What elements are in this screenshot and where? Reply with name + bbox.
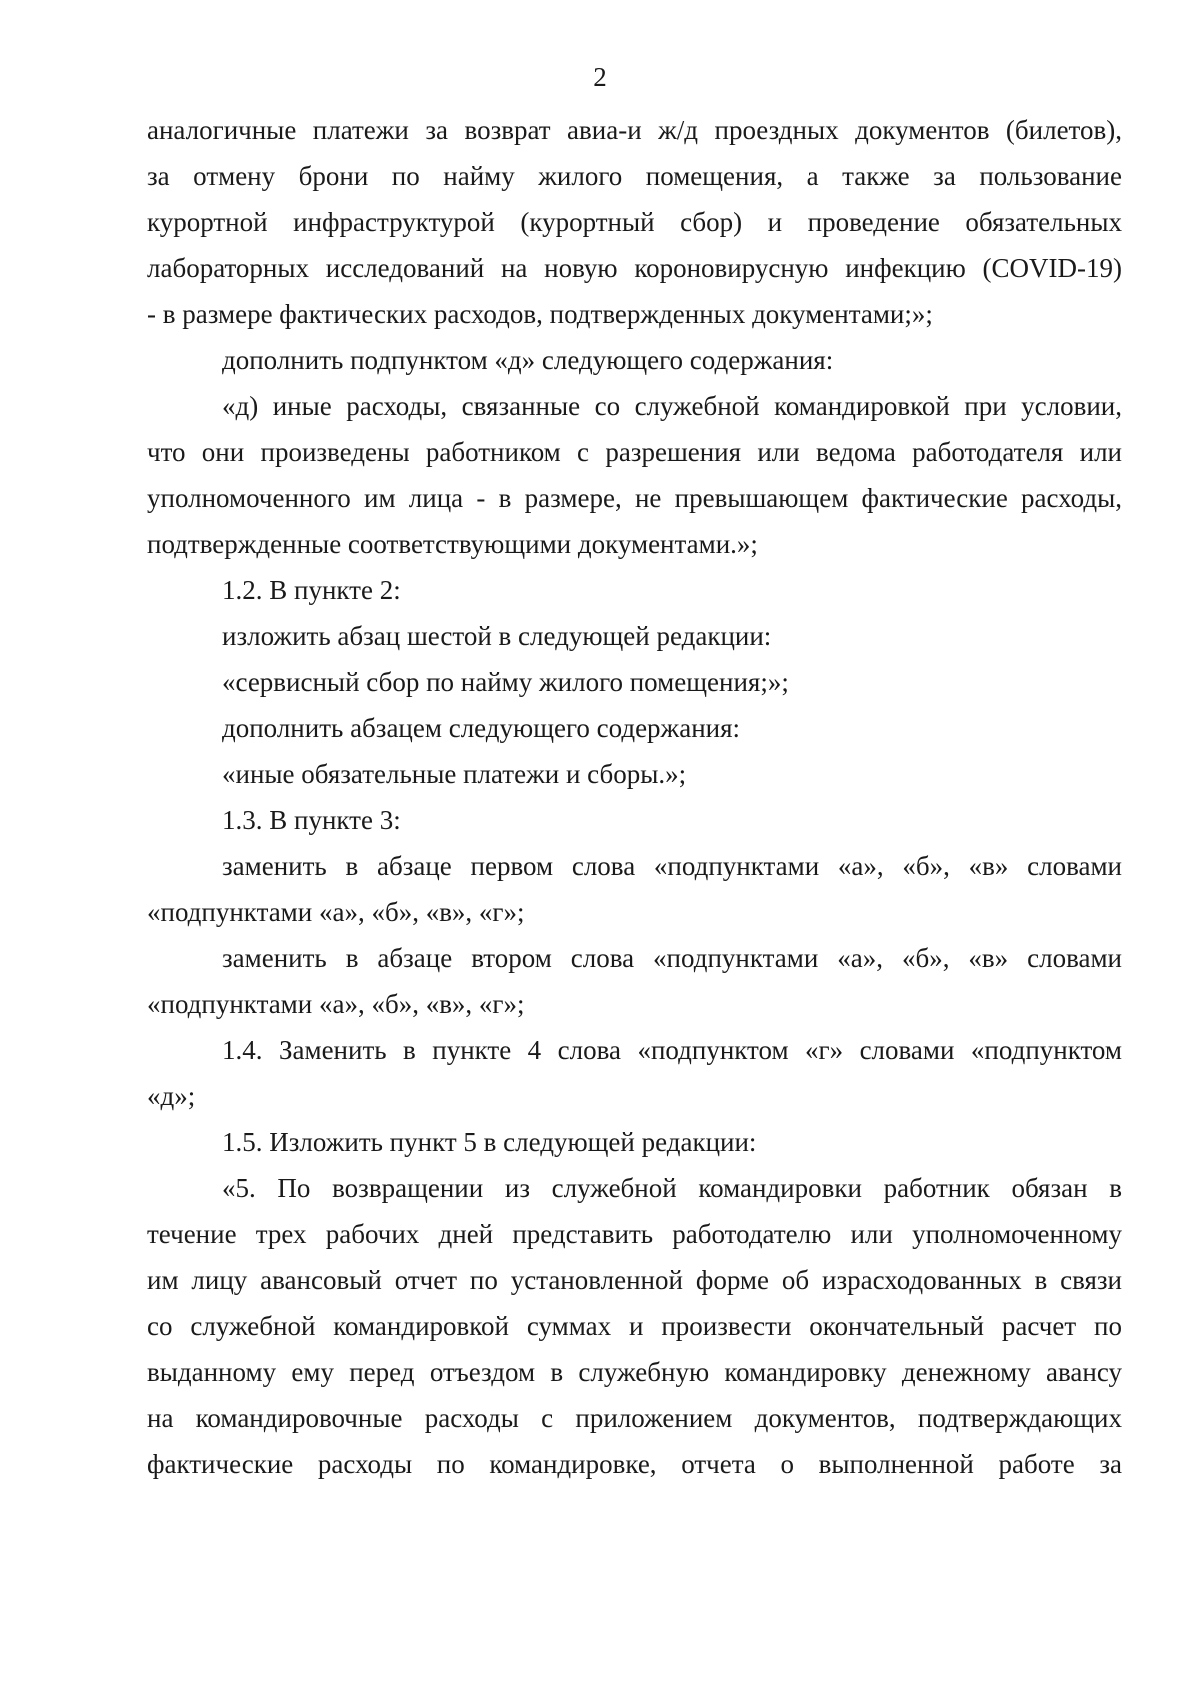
text-line: что они произведены работником с разрешения или ведома работодателя или (147, 437, 1122, 467)
text-line: уполномоченного им лица - в размере, не превышающем фактические расходы, (147, 483, 1122, 513)
text-line: «иные обязательные платежи и сборы.»; (222, 759, 687, 789)
text-line: курортной инфраструктурой (курортный сбор) и проведение обязательных (147, 207, 1122, 237)
text-line: течение трех рабочих дней представить работодателю или уполномоченному (147, 1219, 1122, 1249)
text-line: фактические расходы по командировке, отчета о выполненной работе за (147, 1449, 1122, 1479)
text-line: со служебной командировкой суммах и произвести окончательный расчет по (147, 1311, 1122, 1341)
text-line: 1.2. В пункте 2: (222, 575, 401, 605)
text-line: заменить в абзаце втором слова «подпунктами «а», «б», «в» словами (222, 943, 1122, 973)
text-line: 1.4. Заменить в пункте 4 слова «подпунктом «г» словами «подпунктом (222, 1035, 1122, 1065)
text-line: подтвержденные соответствующими документами.»; (147, 529, 758, 559)
text-line: на командировочные расходы с приложением документов, подтверждающих (147, 1403, 1122, 1433)
text-line: «сервисный сбор по найму жилого помещения;»; (222, 667, 789, 697)
text-line: аналогичные платежи за возврат авиа-и ж/д проездных документов (билетов), (147, 115, 1122, 145)
text-line: им лицу авансовый отчет по установленной форме об израсходованных в связи (147, 1265, 1122, 1295)
text-line: выданному ему перед отъездом в служебную командировку денежному авансу (147, 1357, 1122, 1387)
text-line: изложить абзац шестой в следующей редакции: (222, 621, 772, 651)
text-line: - в размере фактических расходов, подтвержденных документами;»; (147, 299, 933, 329)
text-line: «д) иные расходы, связанные со служебной командировкой при условии, (222, 391, 1122, 421)
text-line: «5. По возвращении из служебной командировки работник обязан в (222, 1173, 1122, 1203)
text-line: заменить в абзаце первом слова «подпунктами «а», «б», «в» словами (222, 851, 1122, 881)
text-line: «подпунктами «а», «б», «в», «г»; (147, 989, 525, 1019)
document-body (147, 107, 1122, 1487)
text-line: 1.5. Изложить пункт 5 в следующей редакции: (222, 1127, 757, 1157)
text-line: дополнить подпунктом «д» следующего содержания: (222, 345, 834, 375)
text-line: дополнить абзацем следующего содержания: (222, 713, 741, 743)
text-line: за отмену брони по найму жилого помещения, а также за пользование (147, 161, 1122, 191)
text-line: лабораторных исследований на новую короновирусную инфекцию (COVID-19) (147, 253, 1122, 283)
page-number: 2 (593, 62, 607, 92)
text-line: 1.3. В пункте 3: (222, 805, 401, 835)
text-line: «д»; (147, 1081, 196, 1111)
text-line: «подпунктами «а», «б», «в», «г»; (147, 897, 525, 927)
